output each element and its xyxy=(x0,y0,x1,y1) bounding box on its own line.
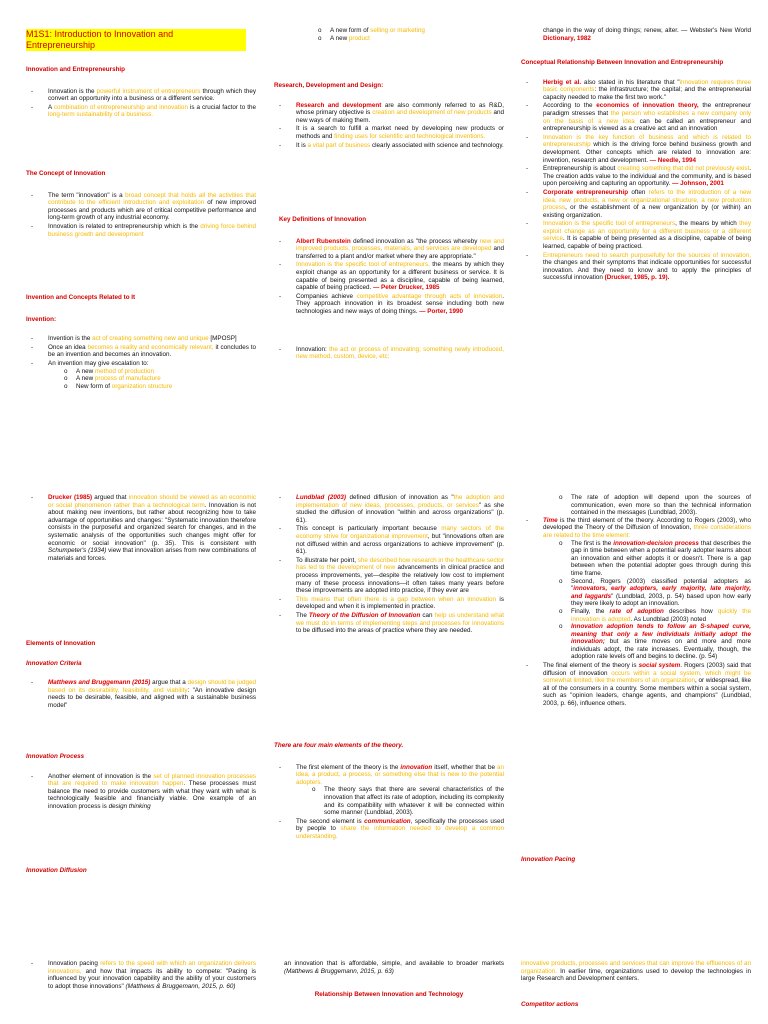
section-elements-of-innovation xyxy=(26,640,256,711)
drucker-paragraph xyxy=(26,494,256,563)
sub-list-item: o The theory says that there are several characteristics of the innovation that affect its rate of adoption, including its complexity and its compatibility with whatever it will be connected within some manner (Lundblad, 2003). xyxy=(324,786,504,816)
list-item: - It is a search to fulfill a market need by developing new products or methods and finding uses for scientific and technological inventions. xyxy=(296,125,504,140)
list-item: - Albert Rubenstein defined innovation as "the process whereby new and improved products, processes, materials, and services are developed and transferred to a plant and/or market where they are appropriate." xyxy=(296,238,504,261)
list-item: - Innovation is the key function of business and which is related to entrepreneurship which is the driving force behind business growth and development. Other concepts which are related to innovation are: invention, research and development. — Needle, 1994 xyxy=(543,134,751,164)
list-item: - Innovation is the specific tool of entrepreneurs, the means by which they exploit change as an opportunity for a different business or a different service. It is capable of being presented as a discipline, capable of being learned, capable of being practiced. xyxy=(543,220,751,250)
sub-list-item: o A new form of selling or marketing xyxy=(330,27,504,35)
list-item: - To illustrate her point, she described how research in the healthcare sector has led to the development of new advancements in clinical practice and process improvements, yet—despite the relatively low cost to implement many of these process innovations—it often takes many years before these improvements are adopted into practice, if they ever are xyxy=(296,557,504,595)
sub-list-item: o The first is the innovation-decision process that describes the gap in time between when a potential early adopter learns about an innovation and either adopts it or doesn't. There is a gap between when the potential adopter goes through during this time frame. xyxy=(571,540,751,578)
list-item: - Another element of innovation is the set of planned innovation processes that are required to make innovation happen. These processes must balance the need to provide customers with what they want with what is technologically feasible and financially viable. One example of an innovation process is design thinking xyxy=(48,773,256,811)
sub-heading: Innovation Pacing xyxy=(521,856,576,863)
pacing-continued: an innovation that is affordable, simple, and available to broader markets (Matthews & Bruggemann, 2015, p. 63) Relationship Between Innovation and Technology xyxy=(274,960,504,999)
list-item: - Innovation: the act or process of innovating; something newly introduced, new method, custom, device, etc; xyxy=(296,346,504,361)
list-item: - Companies achieve competitive advantage through acts of innovation. They approach innovation in its broadest sense including both new technologies and new ways of doing things. — Porter, 1990 xyxy=(296,293,504,316)
list-item: - The final element of the theory is social system. Rogers (2003) said that diffusion of innovation occurs within a social system, which might be somewhat limited, like the members of an organization, or widespread, like all of the consumers in a country. Some members within a social system, such as "opinion leaders, change agents, and champions" (Lundblad, 2003, p. 66), influence others. xyxy=(543,662,751,708)
list-item: - The second element is communication, specifically the processes used by people to share the information needed to develop a common understanding. xyxy=(296,818,504,841)
list-item: - Entrepreneurship is about creating something that did not previously exist. The creation adds value to the individual and the community, and is based upon perceiving and capturing an opportunity. — Johnson, 2001 xyxy=(543,165,751,188)
list-item: - The first element of the theory is the innovation itself, whether that be an idea, a product, a process, or something else that is new to the potential adopters. o The theory says that there are several characteristics of the innovation that affect its rate of adoption, including its complexity and its compatibility with whatever it will be connected within some manner (Lundblad, 2003). xyxy=(296,764,504,817)
list-item: - Time is the third element of the theory. According to Rogers (2003), who developed the Theory of the Diffusion of Innovation, three considerations are related to the time element: o The first is the innovation-decision process that describes the gap in time between when a potential early adopter learns about an innovation and either adopts it or doesn't. There is a gap between when the potential adopter goes through during this time frame. o Second, Rogers (2003) classified potential adopters as "innovators, early adopters, early majority, late majority, and laggards" (Lundblad, 2003, p. 54) based upon how early they were likely to adopt an innovation. o Finally, the rate of adoption describes how quickly the innovation is adopted. As Lundblad (2003) noted o Innovation adoption tends to follow an S-shaped curve, meaning that only a few individuals initially adopt the innovation; but as time moves on and more and more individuals adopt, the rate increases. Eventually, though, the adoption rate levels off and begins to decline. (p. 54) xyxy=(543,517,751,661)
list-item: - Matthews and Bruggemann (2015) argue that a design should be judged based on its desirability, feasibility, and viability: "An innovative design needs to be desirable, feasible, and aligned with a sustainable business model" xyxy=(48,679,256,709)
section-heading: Elements of Innovation xyxy=(26,640,96,647)
list-item: - Research and development are also commonly referred to as R&D, whose primary objective is creation and development of new products and new ways of making them. xyxy=(296,102,504,125)
section-time-social-system xyxy=(521,494,751,709)
list-item: - Once an idea becomes a reality and economically relevant, it concludes to be an invention and becomes an innovation. xyxy=(48,344,256,359)
escalation-continued xyxy=(274,27,504,42)
section-heading: Innovation and Entrepreneurship xyxy=(26,66,126,73)
list-item: - Innovation is the specific tool of entrepreneurs, the means by which they exploit change as an opportunity for a different business or service. It is capable of being presented as a discipline, capable of being learned, capable of being practiced. — Peter Drucker, 1985 xyxy=(296,261,504,291)
lundblad-paragraphs xyxy=(274,494,504,636)
list-item: - Corporate entrepreneurship often refers to the introduction of a new idea, new products, a new or organizational structure, a new production process, or the establishment of a new organization by (or within) an existing organization. xyxy=(543,189,751,219)
technology-continued: innovative products, processes and services that can improve the effluences of an organization. In earlier time, organizations used to develop the technologies in large Research and Development centers. Competitor actions xyxy=(521,960,751,1008)
sub-list-item: o A new method of production xyxy=(76,368,256,376)
section-heading: The Concept of Innovation xyxy=(26,170,106,177)
sub-heading: Invention: xyxy=(26,315,57,323)
section-heading: Relationship Between Innovation and Technology xyxy=(314,991,464,999)
section-heading: Conceptual Relationship Between Innovation and Entrepreneurship xyxy=(521,59,724,66)
definition-continued: change in the way of doing things; renew, alter. — Webster's New World Dictionary, 1982 xyxy=(543,27,751,42)
section-research-development xyxy=(274,82,504,150)
sub-heading: Innovation Criteria xyxy=(26,659,82,667)
section-key-definitions xyxy=(274,216,504,362)
section-innovation-entrepreneurship xyxy=(26,66,256,120)
section-heading: There are four main elements of the theory. xyxy=(274,742,404,749)
sub-heading: Innovation Process xyxy=(26,753,85,760)
section-innovation-diffusion xyxy=(26,867,256,875)
section-four-elements xyxy=(274,742,504,842)
list-item: - Herbig et al. also stated in his literature that "innovation requires three basic components: the infrastructure; the capital; and the entrepreneurial capacity needed to make the first two work." xyxy=(543,79,751,102)
section-concept-of-innovation xyxy=(26,170,256,239)
section-conceptual-relationship xyxy=(521,59,751,283)
sub-list-item: o A new product xyxy=(330,35,504,43)
section-heading: Key Definitions of Innovation xyxy=(279,216,367,223)
sub-list-item: o Innovation adoption tends to follow an S-shaped curve, meaning that only a few individuals initially adopt the innovation; but as time moves on and more and more individuals adopt, the rate increases. Eventually, though, the adoption rate levels off and begins to decline. (p. 54) xyxy=(571,623,751,661)
sub-list-item: o The rate of adoption will depend upon the sources of communication, even more so than the technical information contained in the messages (Lundblad, 2003). xyxy=(571,494,751,517)
list-item: - A combination of entrepreneurship and innovation is a crucial factor to the long-term sustainability of a business. xyxy=(48,104,256,119)
list-item: - This concept is particularly important because many sectors of the economy strive for organizational improvement, but "innovations often are not diffused within and across organizations to achieve improvement" (p. 61). xyxy=(296,525,504,555)
list-item: - Drucker (1985) argued that innovation should be viewed as an economic or social phenomenon rather than a technological term. Innovation is not about making new inventions, but rather about recognizing how to take advantage of opportunities and changes: "Systematic innovation therefore consists in the purposeful and organized search for changes, and in the systematic analysis of the opportunities such changes might offer for economic or social innovation" (p. 35). This is consistent with Schumpeter's (1934) view that innovation arises from new combinations of materials and forces. xyxy=(48,494,256,562)
list-item: - This means that often there is a gap between when an innovation is developed and when it is implemented in practice. xyxy=(296,596,504,611)
pacing-paragraph xyxy=(26,960,256,991)
list-item: - The term "innovation" is a broad concept that holds all the activities that contribute to the efficient introduction and exploitation of new improved processes and products which are of critical competitive performance and long-term growth of any industrial economy. xyxy=(48,192,256,222)
list-item: - Entrepreneurs need to search purposefully for the sources of innovation, the changes and their symptoms that indicate opportunities for successful innovation. And they need to know and to apply the principles of successful innovation (Drucker, 1985, p. 19). xyxy=(543,252,751,282)
list-item: - Innovation is the powerful instrument of entrepreneurs through which they convert an opportunity into a business or a different service. xyxy=(48,88,256,103)
list-item: - The Theory of the Diffusion of Innovation can help us understand what we must do in terms of implementing steps and processes for innovations to be diffused into the areas of practice where they are needed. xyxy=(296,612,504,635)
list-item: - It is a vital part of business clearly associated with science and technology. xyxy=(296,142,504,150)
sub-list-item: o New form of organization structure xyxy=(76,383,256,391)
document-title: M1S1: Introduction to Innovation and Entrepreneurship xyxy=(26,29,246,51)
section-heading: Research, Development and Design: xyxy=(274,82,384,89)
section-invention xyxy=(26,294,256,391)
list-item: - Innovation is related to entrepreneurship which is the driving force behind business growth and development xyxy=(48,223,256,238)
section-innovation-pacing xyxy=(521,856,751,864)
list-item: - Innovation pacing refers to the speed with which an organization delivers innovations, and how that impacts its ability to compete: "Pacing is influenced by your innovation capability and the ability of your customers to adopt those innovations" (Matthews & Bruggemann, 2015, p. 60) xyxy=(48,960,256,990)
sub-heading: Competitor actions xyxy=(521,1000,579,1008)
list-item: - An invention may give escalation to: o A new method of production o A new process of manufacture o New form of organization structure xyxy=(48,360,256,390)
section-innovation-process xyxy=(26,753,256,812)
list-item: - According to the economics of innovation theory, the entrepreneur paradigm stresses that the person who establishes a new company only on the basis of a new idea can be called an entrepreneur and entrepreneurship is viewed as a creative act and an innovation xyxy=(543,102,751,132)
sub-list-item: o Second, Rogers (2003) classified potential adopters as "innovators, early adopters, early majority, late majority, and laggards" (Lundblad, 2003, p. 54) based upon how early they were likely to adopt an innovation. xyxy=(571,578,751,608)
sub-heading: Innovation Diffusion xyxy=(26,867,87,874)
section-heading: Invention and Concepts Related to It xyxy=(26,294,136,301)
sub-list-item: o Finally, the rate of adoption describes how quickly the innovation is adopted. As Lundblad (2003) noted xyxy=(571,608,751,623)
list-item: - Lundblad (2003) defined diffusion of innovation as "the adoption and implementation of new ideas, processes, products, or services" as she studied the diffusion of innovation "within and across organizations" (p. 61). xyxy=(296,494,504,524)
list-item: - Invention is the act of creating something new and unique [MPOSP] xyxy=(48,335,256,343)
sub-list-item: o A new process of manufacture xyxy=(76,375,256,383)
